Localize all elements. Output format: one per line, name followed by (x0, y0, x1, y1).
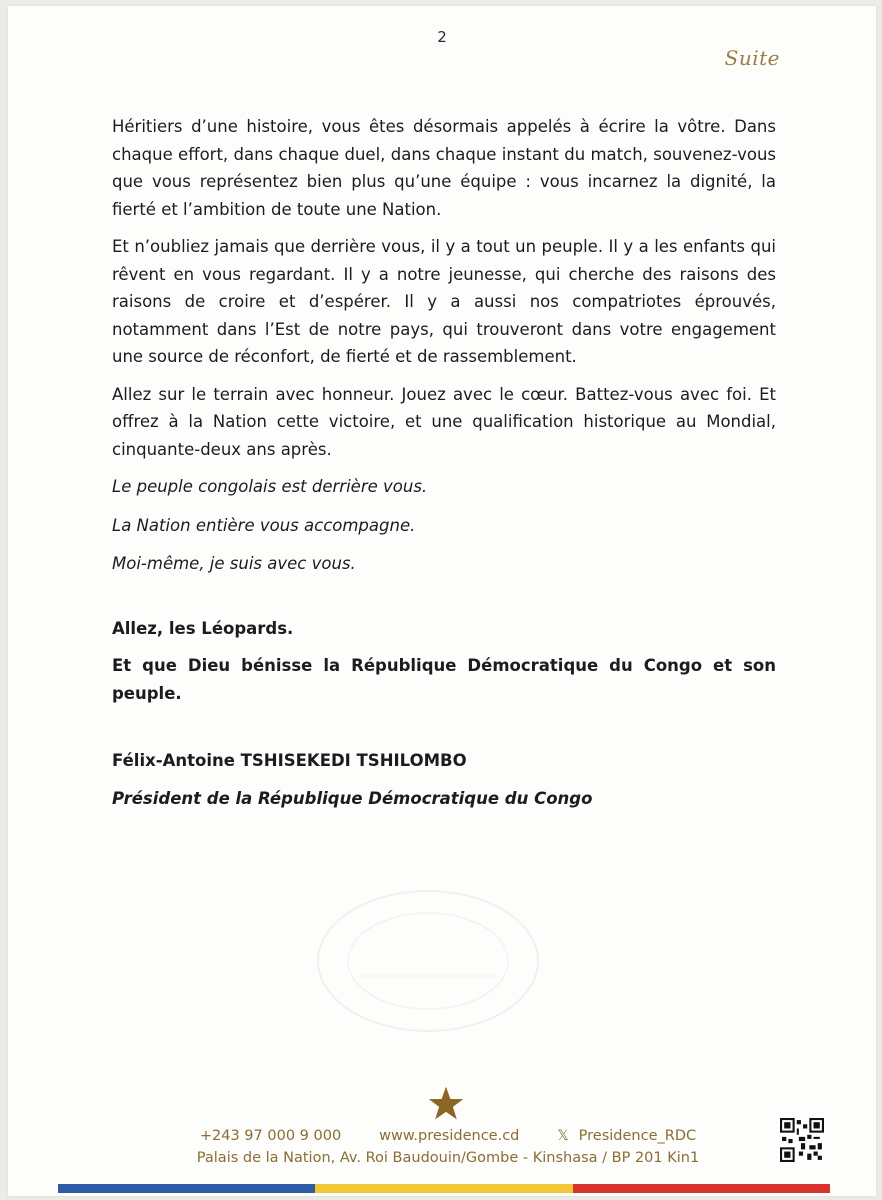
document-page (8, 6, 876, 1196)
x-logo-icon: 𝕏 (557, 1128, 569, 1144)
page-number: 2 (437, 28, 447, 46)
closing-line: Allez, les Léopards. (112, 618, 294, 638)
faded-seal-icon (298, 876, 558, 1046)
closing-line: Et que Dieu bénisse la République Démocratique du Congo et son peuple. (112, 656, 776, 703)
flag-yellow-segment (315, 1184, 572, 1193)
italic-line: Le peuple congolais est derrière vous. (112, 477, 428, 496)
footer-contacts (168, 1128, 728, 1144)
footer-phone: +243 97 000 9 000 (199, 1128, 342, 1144)
footer-website[interactable]: www.presidence.cd (379, 1128, 520, 1144)
paragraph: Héritiers d’une histoire, vous êtes désormais appelés à écrire la vôtre. Dans chaque effort, dans chaque duel, dans chaque instant du match, souvenez-vous que vous représentez bien plus qu’une équipe : vous incarnez la dignité, la fierté et l’ambition de toute une Nation. (112, 117, 776, 219)
signatory-title: Président de la République Démocratique du Congo (112, 788, 593, 808)
italic-line: La Nation entière vous accompagne. (112, 515, 416, 535)
footer-social-handle: Presidence_RDC (578, 1128, 697, 1144)
italic-line: Moi-même, je suis avec vous. (112, 554, 356, 573)
flag-red-segment (573, 1184, 830, 1193)
flag-blue-segment (58, 1184, 315, 1193)
letter-body (112, 113, 776, 822)
star-icon (427, 1086, 465, 1122)
footer-address: Palais de la Nation, Av. Roi Baudouin/Gombe - Kinshasa / BP 201 Kin1 (196, 1150, 700, 1166)
footer-social[interactable] (557, 1128, 696, 1144)
qr-code-icon[interactable] (780, 1118, 824, 1162)
paragraph: Et n’oubliez jamais que derrière vous, il y a tout un peuple. Il y a les enfants qui rêvent en vous regardant. Il y a notre jeunesse, qui cherche des raisons des raisons de croire et d’espérer. Il y a aussi nos compatriotes éprouvés, notamment dans l’Est de notre pays, qui trouveront dans votre engagement une source de réconfort, de fierté et de rassemblement. (112, 237, 776, 366)
paragraph: Allez sur le terrain avec honneur. Jouez avec le cœur. Battez-vous avec foi. Et offrez à la Nation cette victoire, et une qualification historique au Mondial, cinquante-deux ans après. (112, 384, 776, 459)
signatory-name: Félix-Antoine TSHISEKEDI TSHILOMBO (112, 751, 467, 770)
suite-label: Suite (724, 46, 780, 70)
flag-color-bar (58, 1184, 830, 1193)
